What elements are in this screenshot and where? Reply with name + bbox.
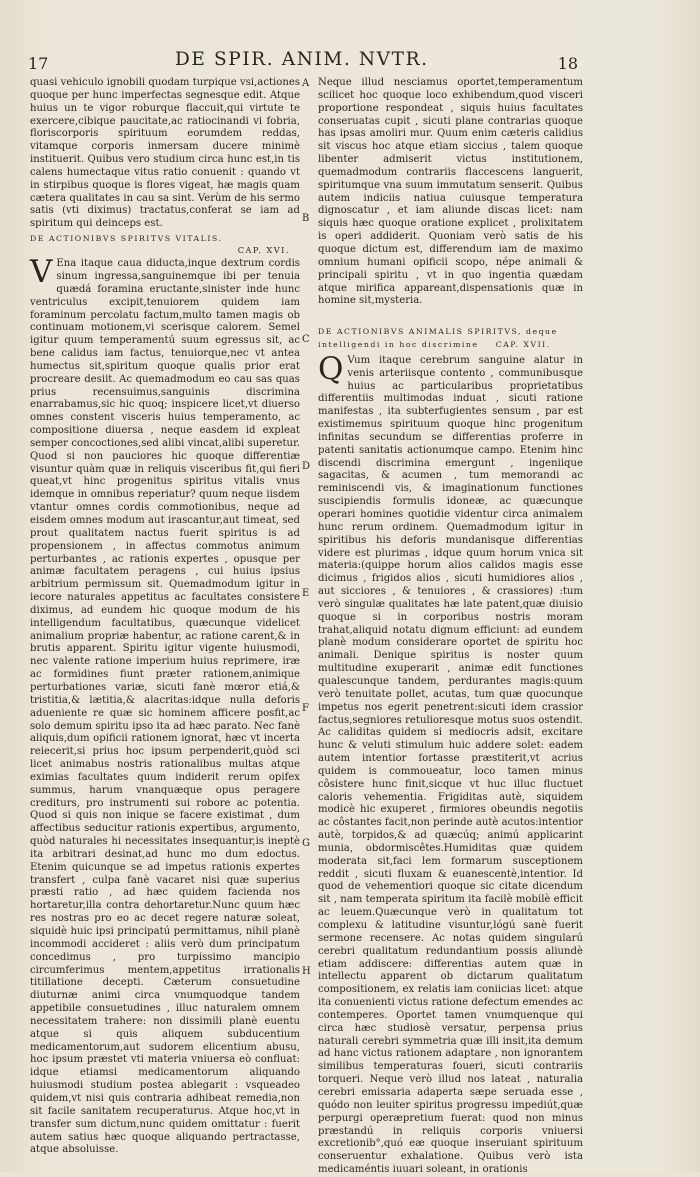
drop-cap-v: V <box>30 254 53 291</box>
margin-letter-d: D <box>302 461 311 472</box>
right-page-number: 18 <box>557 54 578 73</box>
chapter-heading-16: DE ACTIONIBVS SPIRITVS VITALIS. <box>30 234 223 244</box>
left-column <box>30 77 300 1156</box>
drop-cap-q: Q <box>318 350 344 387</box>
margin-letter-b: B <box>302 213 310 224</box>
margin-letter-g: G <box>302 838 310 849</box>
chapter-number-17: CAP. XVII. <box>495 340 551 350</box>
running-head: DE SPIR. ANIM. NVTR. <box>175 49 429 70</box>
chapter-number-16: CAP. XVI. <box>237 245 290 256</box>
left-paragraph-1: quasi vehiculo ignobili quodam turpique vsi,actiones quoque per hunc imperfectas segnesque edit. Atque huius un te vigor roburque flaccuit,qui virtute te exercere,cibique paucitate,ac ratiocinandi vi fobria, floriscorporis spirituum eorumdem reddas, vitamque corporis inmersam ducere minimè instituerit. Quibus vero studium circa hunc est,in tis calens humectaque vitus ratio conuenit : quando vt in stirpibus quoque is flores vigeat, hæ magis quam cætera qualitates in cau sa sint. Verùm de his sermo satis (vti diximus) tractatus,conferat se iam ad spiritum qui deinceps est. <box>30 77 300 230</box>
margin-letter-c: C <box>302 334 310 345</box>
left-page-number: 17 <box>28 54 49 73</box>
right-paragraph-2-text: Vum itaque cerebrum sanguine alatur in venis arteriisque contento , communibusque huius ac particularibus proprietatibus differentiis multimodas induat , sicuti ratione manifestas , ita subterfugientes sensum , par est existimemus spirituum quoque hinc progenitum infinitas secundum se differentias proferre in patenti sanitatis actionumque campo. Etenim hinc discendi discrimina emergunt , ingeniique sagacitas, & acumen , tum memorandi ac reminiscendi vis, & imaginationum functiones suscipiendis formulis idoneæ, ac quæcunque operari homines quotidie videntur circa animalem hunc rerum ordinem. Quemadmodum igitur in spiritibus his deforis mundanisque differentias videre est plurimas , idque quum horum vnica sit materia:(quippe horum alios calidos magis esse dicimus , frigidos alios , sicuti humidiores alios , aut sicciores , & tenuiores , & crassiores) :tum verò singulæ qualitates hæ late patent,quæ diuisio quoque si in corporibus nostris moram trahat,aliquid notatu dignum efficiunt: ad eundem planè modum considerare oportet de spiritu hoc animali. Denique spiritus is noster quum multitudine exuperarit , animæ edit functiones qualescunque tandem, perdurantes magis:quum verò tenuitate pollet, acutas, tum quæ quocunque impetus nos egerit penetrent:sicuti idem crassior factus,segniores retulioresque motus suos ostendit. Ac caliditas quidem si mediocris adsit, excitare hunc & veluti stimulum huic addere solet: eadem autem intentior fortasse præstiterit,vt acrius quidem is commoueatur, loco tamen minus côsistere hunc finit,sicque vt huc illuc fluctuet caloris vehementia. Frigiditas autè, siquidem modicè hic exuperet , firmiores obeundis negotiis ac côstantes facit,non perinde autè acutos:intentior autè, torpidos,& ad quæcúq; animú applicarint munia, obdormiscêtes.Humiditas quæ quidem moderata sit,faci lem formarum susceptionem reddit , sicuti fluxam & euanescentè,intentior. Id quod de vehementiori quoque sic citate dicendum sit , nam temperata spiritum ita facilè mobilè efficit ac leuem.Quæcunque verò in qualitatum tot complexu & latitudine visuntur,lógú sanè fuerit sermone recensere. Ac notas quidem singularú cerebri qualitatum redundantium possis aliundè etiam addiscere: differentias autem quæ in intellectu apparent ob dictarum qualitatum compositionem, ex relatis iam coniicias licet: atque ita conuenienti victus ratione defectum emendes ac contemperes. Oportet tamen vnumquenque qui circa hæc studiosè versatur, perpensa prius naturali cerebri symmetria quæ illi insit,ita demum ad hanc victus rationem adaptare , non ignorantem similibus temperaturas foueri, sicuti contrariis torqueri. Neque verò illud nos lateat , naturalia cerebri emissaria adaperta sæpe seruada esse , quódo non leuiter spiritus progressu impediút,quæ perpurgi operæpretium fuerat: quod non minus præstandú in reliquis corporis vniuersi excretionib°,quó eæ quoque inseruiant spirituum conseruentur exhalatione. Quibus verò ista medicaméntis iuuari soleant, in orationis <box>318 354 583 1176</box>
margin-letter-a: A <box>302 78 310 89</box>
right-paragraph-1: Neque illud nesciamus oportet,temperamentum scilicet hoc quoque loco exhibendum,quod visceri proportione respondeat , siquis huius facultates conseruatas cupit , sicuti plane contrarias quoque has ipsas amoliri mur. Quum enim cæteris calidius sit viscus hoc atque etiam siccius , talem quoque libenter admiserit victus institutionem, quemadmodum contrariis flaccescens languerit, spiritumque vna suum immutatum senserit. Quibus autem indiciis natiua cuiusque temperatura dignoscatur , et iam aliunde discas licet: nam siquis hæc quoque oratione explicet , prolixitatem is operi addiderit. Quoniam verò satis de his quoque dictum est, differendum iam de maximo omnium humani opificii scopo, népe animali & principali spiritu , vt in quo ingentia quædam atque mirifica appareant,dispensationis quæ in homine sit,mysteria. <box>318 77 583 307</box>
right-column <box>318 77 583 1176</box>
left-paragraph-2 <box>30 254 300 1157</box>
chapter-heading-17-block <box>318 326 583 352</box>
margin-letter-h: H <box>302 966 311 977</box>
chapter-heading-17: DE ACTIONIBVS ANIMALIS SPIRITVS, deque intelligendi in hoc discrimine <box>318 327 558 350</box>
margin-letter-e: E <box>302 588 310 599</box>
right-paragraph-2 <box>318 350 583 1177</box>
margin-letter-f: F <box>302 703 309 714</box>
left-paragraph-2-text: Ena itaque caua diducta,inque dextrum cordis sinum ingressa,sanguinemque ibi per tenuia quædá foramina eructante,sinister inde hunc ventriculus excipit,tenuiorem quidem iam foraminum percolatu factum,multo tamen magis ob continuam motionem,vi scerisque calorem. Semel igitur quum temperamentú suum egressus sit, ac bene calidus iam factus, tenuiorque,nec vt antea humectus sit,spiritum quoque qualis prior erat procreare desiit. Ac quemadmodum eo cau sas quas prius recensuimus,sanguinis discrimina enarrabamus,sic hic quoq; inspicere licet,vt diuerso omnes constent visceris huius temperamento, ac compositione diuersa , neque easdem id expleat semper concoctiones,sed alibi vincat,alibi superetur. Quod si non pauciores hic quoque differentiæ visuntur quàm quæ in reliquis visceribus fit,qui fieri queat,vt hinc progenitus spiritus vitalis vnus idemque in omnibus reperiatur? quum neque iisdem vtantur omnes cordis commotionibus, neque ad eisdem omnes modum aut irascantur,aut timeat, sed prout qualitatem nactus fuerit spiritus is ad propensionem , in affectus commotus animum perturbantes , ac rationis expertes , opusque per animæ facultatem peragens , cui huius ipsius arbitrium permissum sit. Quemadmodum igitur in iecore naturales appetitus ac facultates consistere diximus, ad eundem hic quoque modum de his intelligendum facultatibus, quæcunque videlicet animalium propriæ habentur, ac ratione carent,& in brutis apparent. Spiritu igitur vigente huiusmodi, nec valente ratione imperium huius reprimere, iræ ac formidines fiunt præter rationem,animique perturbationes variæ, sicuti fanè mœror etiá,& tristitia,& lætitia,& alacritas:idque nulla deforis adueniente re quæ sic hominem afficere posfit,ac solo demum spiritu ipso ita ad hæc parato. Nec fanè aliquis,dum opificii rationem ignorat, hæc vt incerta reiecerit,si prius hoc ipsum perpenderit,quòd sci licet animabus nostris rationalibus multas atque eximias facultates quum indiderit rerum opifex summus, harum vnanquæque opus peragere crediturs, pro instrumenti sui robore ac potentia. Quod si quis non inique se facere existimat , dum affectibus seducitur rationis expertibus, argumento, quòd naturales hi necessitates insequantur,is ineptè ita arbitrari desinat,ad hunc mo dum edoctus. Etenim quicunque se ad impetus rationis expertes transfert , culpa fanè vacaret nisi quæ superius præsti ratio , ad hæc quidem facienda nos hortaretur,illa contra dehortaretur.Nunc quum hæc res nostras pro eo ac decet regere naturæ soleat, siquidè huic ipsi principatú permittamus, nihil planè incommodi accideret : aliis verò dum principatum concedimus , pro turpissimo mancipio circumferimus mentem,appetitus irrationalis titillatione decepti. Cæterum consuetudine diuturnæ animi circa vnumquodque tandem appetibile consuetudines , illuc naturalem omnem necessitatem trahere: non dissimili planè euentu atque si quis aliquem subducentium medicamentorum,aut sudorem elicentium abusu, hoc ipsum præstet vti materia vniuersa eò confluat: idque etiamsi medicamentorum aliquando huiusmodi studium postea ablegarit : vsqueadeo quidem,vt nisi quis contraria adhibeat remedia,non sit facile sanitatem recuperaturus. Atque hoc,vt in transfer sum dictum,nunc quidem omittatur : fuerit autem satius hæc quoque aliquando pertractasse, atque absoluisse. <box>30 258 300 1156</box>
